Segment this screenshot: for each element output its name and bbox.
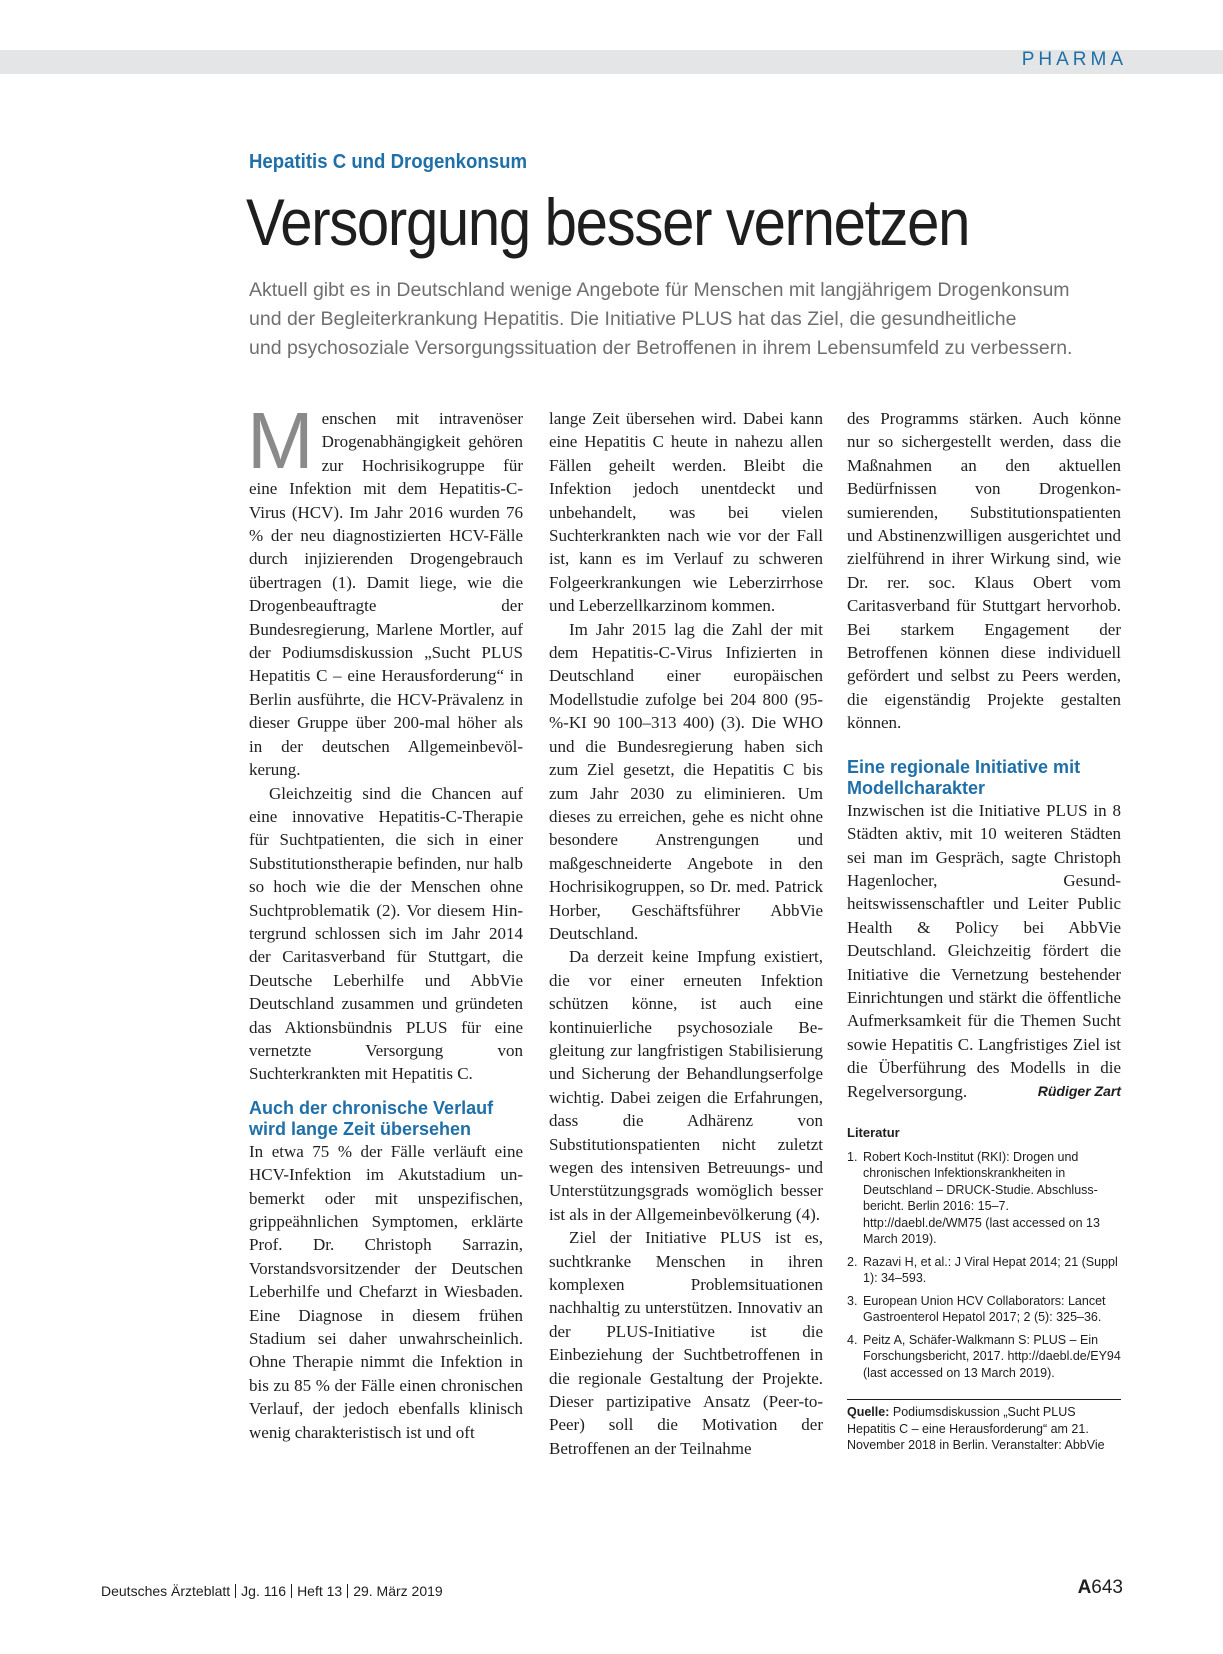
- literature-number: 4.: [847, 1332, 858, 1347]
- article-kicker: Hepatitis C und Drogenkonsum: [249, 151, 527, 173]
- literature-text: Razavi H, et al.: J Viral Hepat 2014; 21 (Suppl 1): 34–593.: [863, 1254, 1118, 1286]
- paragraph: [847, 799, 1121, 1103]
- issue: Heft 13: [297, 1583, 343, 1599]
- literature-item: [847, 1254, 1121, 1287]
- footer-divider: [291, 1584, 292, 1598]
- lead-line: Aktuell gibt es in Deutschland wenige Angebote für Menschen mit langjährigem Drogenkonsum: [249, 279, 1070, 301]
- drop-cap: M: [247, 396, 314, 485]
- section-label: PHARMA: [1021, 49, 1127, 70]
- paragraph: [247, 396, 523, 782]
- paragraph-text: enschen mit intravenöser Drogenabhängigkeit gehören zur Hochrisikogruppe für eine Infektion mit dem Hepatitis-C-Virus (HCV). Im Jahr 2016 wurden 76 % der neu diagnostizierten HCV-Fälle durch injizierenden Drogengebrauch übertragen (1). Damit liege, wie die Drogenbeauftragte der Bundesregierung, Marlene Mortler, auf der Podiumsdiskussion „Sucht PLUS Hepatitis C – eine Herausforderung“ in Berlin ausführte, die HCV-Prävalenz in dieser Gruppe über 200-mal höher als in der deutschen Allgemeinbevölkerung.: [249, 409, 523, 780]
- footer: [101, 1583, 443, 1599]
- column-1: [247, 396, 523, 1444]
- article-lead: [249, 276, 1149, 363]
- literature-number: 3.: [847, 1293, 858, 1308]
- subheading: Eine regionale Initiative mit Modellcharakter: [847, 756, 1081, 798]
- paragraph: Im Jahr 2015 lag die Zahl der mit dem Hepatitis-C-Virus Infizierten in Deutschland einer europäischen Modellstudie zufolge bei 204 800 (95-%-KI 90 100–313 400) (3). Die WHO und die Bundesregierung haben sich zum Ziel gesetzt, die Hepatitis C bis zum Jahr 2030 zu eliminieren. Um dieses zu erreichen, gehe es nicht ohne besondere Anstrengungen und maßgeschneiderte Angebote in den Hochrisikogruppen, so Dr. med. Patrick Horber, Geschäftsführer AbbVie Deutschland.: [549, 619, 823, 943]
- paragraph: In etwa 75 % der Fälle verläuft eine HCV-Infektion im Akutstadium unbemerkt oder mit unspezifischen, grippeähnlichen Symptomen, erklärte Prof. Dr. Christoph Sarrazin, Vorstandsvorsitzender der Deutschen Leberhilfe und Chefarzt in Wiesbaden. Eine Diagnose in diesem frühen Stadium sei daher unwahrscheinlich. Ohne Therapie nimmt die Infektion in bis zu 85 % der Fälle einen chronischen Verlauf, der jedoch ebenfalls klinisch wenig charakteristisch ist und oft: [249, 1141, 523, 1442]
- paragraph: Ziel der Initiative PLUS ist es, suchtkranke Menschen in ihren komplexen Problemsituationen nachhaltig zu unterstützen. Innovativ an der PLUS-Initiative ist die Einbeziehung der Suchtbetroffenen in die regionale Gestaltung der Projekte. Dieser partizipative Ansatz (Peer-to-Peer) soll die Motivation der Betroffenen an der Teilnahme: [549, 1228, 823, 1458]
- literature-text: Peitz A, Schäfer-Walkmann S: PLUS – Ein Forschungsbericht, 2017. http://daebl.de/EY94 (last accessed on 13 March 2019).: [863, 1332, 1121, 1380]
- lead-line: und der Begleiterkrankung Hepatitis. Die Initiative PLUS hat das Ziel, die gesundheitliche: [249, 308, 1017, 330]
- footer-divider: [347, 1584, 348, 1598]
- column-3: [847, 407, 1121, 1454]
- article-headline: Versorgung besser vernetzen: [246, 185, 970, 259]
- literature-list: [847, 1149, 1121, 1382]
- literature-text: Robert Koch-Institut (RKI): Drogen und chronischen Infektionskrankheiten in Deutschland – DRUCK-Studie. Abschlussbericht. Berlin 2016: 15–7. http://daebl.de/WM75 (last accessed on 13 March 2019).: [863, 1149, 1100, 1247]
- page-number: [1078, 1577, 1123, 1599]
- literature-title: Literatur: [847, 1124, 900, 1140]
- lead-line: und psychosoziale Versorgungssituation der Betroffenen in ihrem Lebensumfeld zu verbessern.: [249, 337, 1073, 359]
- literature-item: [847, 1332, 1121, 1382]
- issue-date: 29. März 2019: [353, 1583, 443, 1599]
- page-prefix: A: [1077, 1577, 1092, 1598]
- volume: Jg. 116: [241, 1583, 287, 1599]
- literature-item: [847, 1149, 1121, 1248]
- journal-name: Deutsches Ärzteblatt: [101, 1583, 231, 1599]
- literature-number: 1.: [847, 1149, 858, 1164]
- page-number-value: 643: [1091, 1577, 1123, 1598]
- author-signature: Rüdiger Zart: [1037, 1082, 1121, 1099]
- source-label: Quelle:: [847, 1405, 890, 1420]
- literature-text: European Union HCV Collaborators: Lancet Gastroenterol Hepatol 2017; 2 (5): 325–36.: [863, 1293, 1106, 1325]
- paragraph-text: Inzwischen ist die Initiative PLUS in 8 Städten aktiv, mit 10 weiteren Städten sei man im Gespräch, sagte Christoph Hagenlocher, Gesundheitswissenschaftler und Leiter Public Health & Policy bei AbbVie Deutschland. Gleichzeitig fördert die Initiative die Vernetzung bestehender Einrichtungen und stärkt die öffentliche Aufmerksamkeit für die Themen Sucht sowie Hepatitis C. Langfristiges Ziel ist die Überführung des Modells in die Regelversorgung.: [847, 800, 1121, 1101]
- paragraph: lange Zeit übersehen wird. Dabei kann eine Hepatitis C heute in nahezu allen Fällen geheilt werden. Bleibt die Infektion jedoch unentdeckt und unbehandelt, was bei vielen Suchterkrankten nach wie vor der Fall ist, kann es im Verlauf zu schweren Folgeerkrankungen wie Leberzirrhose und Leberzellkarzinom kommen.: [549, 409, 823, 616]
- paragraph: des Programms stärken. Auch könne nur so sichergestellt werden, dass die Maßnahmen an den aktuellen Bedürfnissen von Drogenkonsumierenden, Substitutionspatienten und Abstinenzwilligen ausgerichtet und zielführend in ihrer Wirkung sind, wie Dr. rer. soc. Klaus Obert vom Caritasverband für Stuttgart hervorhob. Bei starkem Engagement der Betroffenen können diese individuell gefördert und selbst zu Peers werden, die eigenständig Projekte gestalten können.: [847, 409, 1121, 733]
- literature-item: [847, 1293, 1121, 1326]
- paragraph: Gleichzeitig sind die Chancen auf eine innovative Hepatitis-C-Therapie für Suchtpatienten, die sich in einer Substitutionstherapie befinden, nur halb so hoch wie die der Menschen ohne Suchtproblematik (2). Vor diesem Hintergrund schlossen sich im Jahr 2014 der Caritasverband für Stuttgart, die Deutsche Leberhilfe und AbbVie Deutschland zusammen und gründeten das Aktionsbündnis PLUS für eine vernetzte Versorgung von Suchterkrankten mit Hepatitis C.: [249, 783, 523, 1084]
- subheading: Auch der chronische Verlauf wird lange Zeit übersehen: [249, 1097, 494, 1139]
- literature-number: 2.: [847, 1254, 858, 1269]
- source-text: Podiumsdiskussion „Sucht PLUS Hepatitis C – eine Herausforderung“ am 21. November 2018 in Berlin. Veranstalter: AbbVie: [847, 1405, 1105, 1453]
- footer-divider: [235, 1584, 236, 1598]
- paragraph: Da derzeit keine Impfung existiert, die vor einer erneuten Infektion schützen könne, ist auch eine kontinuierliche psychosoziale Begleitung zur langfristigen Stabilisierung und Sicherung der Behandlungserfolge wichtig. Dabei zeigen die Erfahrungen, dass die Adhärenz von Substitutionspatienten nicht zuletzt wegen des intensiven Betreuungs- und Unterstützungsgrads womöglich besser ist als in der Allgemeinbevölkerung (4).: [549, 947, 823, 1224]
- source-note: [847, 1399, 1121, 1454]
- column-2: [549, 407, 823, 1460]
